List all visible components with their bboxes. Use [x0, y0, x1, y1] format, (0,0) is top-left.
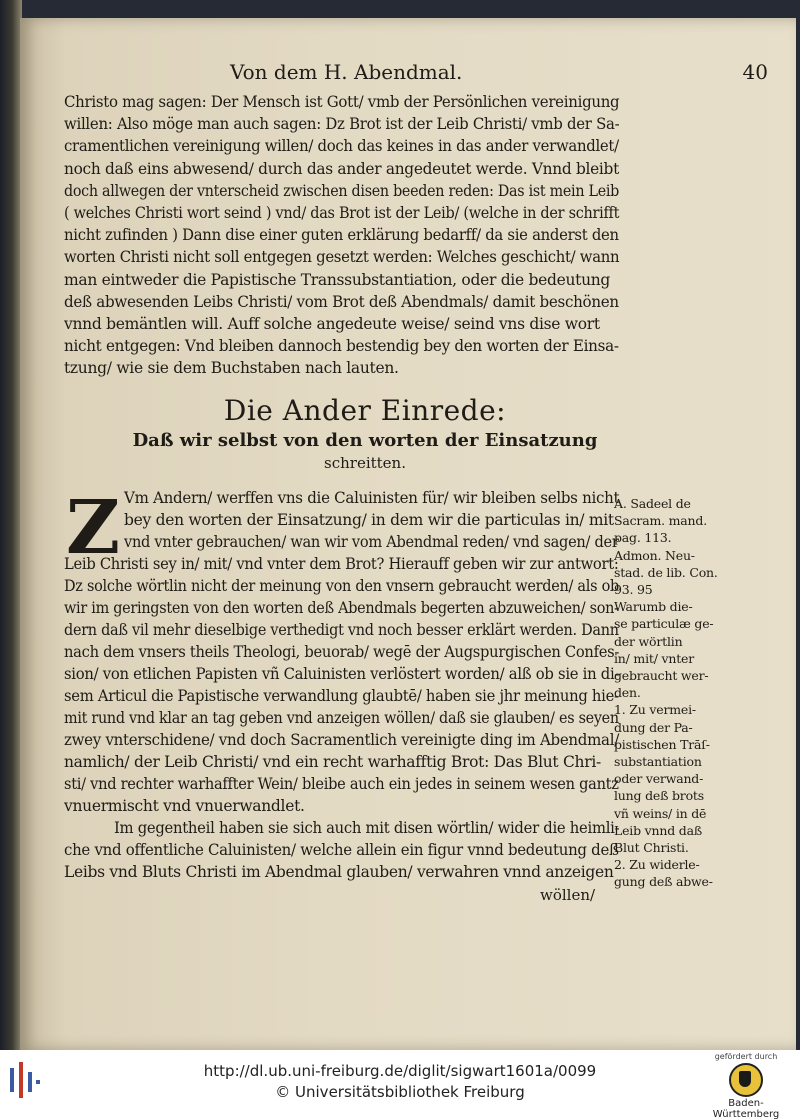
marginal-note-line: 93. 95: [614, 582, 653, 597]
source-url-link[interactable]: http://dl.ub.uni-freiburg.de/diglit/sigwart1601a/0099: [203, 1062, 597, 1080]
marginal-note-line: Sacram. mand.: [614, 513, 707, 529]
marginal-note-line: pistischen Trāſ-: [614, 736, 710, 752]
catchword: wöllen/: [540, 886, 596, 904]
page-number: 40: [742, 60, 768, 84]
text-line: sem Articul die Papistische verwandlung glaubtē/ haben sie jhr meinung hie-: [64, 687, 619, 705]
text-line: wir im geringsten von den worten deß Abendmals begerten abzuweichen/ son-: [64, 599, 619, 617]
text-line: Vm Andern/ werffen vns die Caluinisten für/ wir bleiben selbs nicht: [124, 489, 620, 507]
text-line: vnnd bemäntlen will. Auff solche angedeute weise/ seind vns dise wort: [64, 315, 600, 333]
text-line: ( welches Christi wort seind ) vnd/ das Brot ist der Leib/ (welche in der schrifft: [64, 204, 620, 222]
drop-capital: Z: [66, 485, 121, 571]
text-line: nicht zufinden ) Dann dise einer guten erklärung bedarff/ da sie anderst den: [64, 226, 619, 245]
text-line: namlich/ der Leib Christi/ vnd ein recht warhafftig Brot: Das Blut Chri-: [64, 753, 601, 771]
text-line: vnuermischt vnd vnuerwandlet.: [64, 797, 305, 815]
text-line: vnd vnter gebrauchen/ wan wir vom Abendmal reden/ vnd sagen/ der: [124, 533, 619, 551]
coat-of-arms-icon: [729, 1063, 763, 1097]
marginal-note-line: Leib vnnd daß: [614, 822, 703, 838]
text-line: che vnd offentliche Caluinisten/ welche allein ein figur vnnd bedeutung deß: [64, 841, 619, 860]
section-title: Die Ander Einrede:: [223, 394, 507, 427]
text-line: mit rund vnd klar an tag geben vnd anzeigen wöllen/ daß sie glauben/ es seyen: [64, 709, 619, 727]
text-line: doch allwegen der vnterscheid zwischen disen beeden reden: Das ist mein Leib: [64, 181, 620, 200]
marginal-note-line: dung der Pa-: [614, 719, 693, 735]
marginal-note-line: 1. Zu vermei-: [614, 702, 696, 718]
text-line: Leibs vnd Bluts Christi im Abendmal glauben/ verwahren vnnd anzeigen: [64, 863, 614, 882]
sponsor-block: [698, 1052, 794, 1120]
marginal-note-line: der wörtlin: [614, 633, 683, 649]
text-line: bey den worten der Einsatzung/ in dem wir die particulas in/ mit: [124, 511, 614, 529]
footer-bar: [0, 1050, 800, 1106]
marginal-note-line: in/ mit/ vnter: [614, 650, 695, 666]
text-line: tzung/ wie sie dem Buchstaben nach lauten.: [64, 359, 399, 378]
marginal-note-line: Admon. Neu-: [614, 547, 695, 563]
marginal-note-line: stad. de lib. Con.: [614, 564, 718, 580]
text-line: Dz solche wörtlin nicht der meinung von den vnsern gebraucht werden/ als ob: [64, 577, 619, 595]
text-line: sion/ von etlichen Papisten vñ Caluinisten verlöstert worden/ alß ob sie in di-: [64, 665, 620, 683]
marginal-note-line: Warumb die-: [614, 599, 693, 615]
text-line: man eintweder die Papistische Transsubstantiation, oder die bedeutung: [64, 270, 611, 289]
copyright-text: © Universitätsbibliothek Freiburg: [275, 1083, 525, 1101]
text-line: zwey vnterschidene/ vnd doch Sacramentlich vereinigte ding im Abendmal/: [64, 731, 619, 749]
text-line: cramentlichen vereinigung willen/ doch das keines in das ander verwandlet/: [64, 137, 619, 156]
running-header: Von dem H. Abendmal.: [230, 60, 463, 84]
text-line: willen: Also möge man auch sagen: Dz Brot ist der Leib Christi/ vmb der Sa-: [64, 115, 620, 134]
sponsor-label: gefördert durch: [714, 1052, 778, 1061]
text-line: Christo mag sagen: Der Mensch ist Gott/ vmb der Persönlichen vereinigung: [64, 93, 620, 111]
text-line: dern daß vil mehr dieselbige verthedigt vnd noch besser erklärt werden. Dann: [64, 621, 619, 639]
text-line: Im gegentheil haben sie sich auch mit disen wörtlin/ wider die heimli-: [114, 819, 620, 837]
text-line: nicht entgegen: Vnd bleiben dannoch bestendig bey den worten der Einsa-: [64, 337, 619, 356]
marginal-note-line: substantiation: [614, 754, 702, 769]
marginal-note-line: lung deß brots: [614, 788, 704, 804]
marginal-note-line: den.: [614, 685, 641, 701]
text-line: worten Christi nicht soll entgegen gesetzt werden: Welches geschicht/ wann: [64, 248, 620, 267]
text-line: nach dem vnsers theils Theologi, beuorab/ wegē der Augspurgischen Confes-: [64, 643, 620, 661]
marginal-note-line: gung deß abwe-: [614, 874, 713, 890]
text-line: sti/ vnd rechter warhaffter Wein/ bleibe auch ein jedes in seinem wesen gantz: [64, 775, 619, 793]
text-line: Leib Christi sey in/ mit/ vnd vnter dem Brot? Hierauff geben wir zur antwort:: [64, 555, 619, 573]
book-spine-edge: [0, 0, 22, 1050]
section-subtitle-cont: schreitten.: [324, 454, 406, 472]
book-page: [20, 18, 796, 1050]
marginal-note-line: Blut Christi.: [614, 840, 689, 855]
marginal-note-line: gebraucht wer-: [614, 668, 709, 683]
marginal-note-line: se particulæ ge-: [614, 616, 714, 632]
text-line: noch daß eins abwesend/ durch das ander angedeutet werde. Vnnd bleibt: [64, 159, 619, 178]
sponsor-name: Baden-Württemberg: [712, 1098, 780, 1120]
section-subtitle: Daß wir selbst von den worten der Einsatzung: [132, 430, 598, 451]
marginal-note-line: 2. Zu widerle-: [614, 857, 700, 873]
text-line: deß abwesenden Leibs Christi/ vom Brot deß Abendmals/ damit beschönen: [64, 292, 619, 311]
marginal-note-line: vñ weins/ in dē: [614, 805, 707, 821]
marginal-note-line: A. Sadeel de: [614, 496, 691, 511]
marginal-note-line: oder verwand-: [614, 771, 704, 787]
marginal-note-line: pag. 113.: [614, 530, 672, 546]
